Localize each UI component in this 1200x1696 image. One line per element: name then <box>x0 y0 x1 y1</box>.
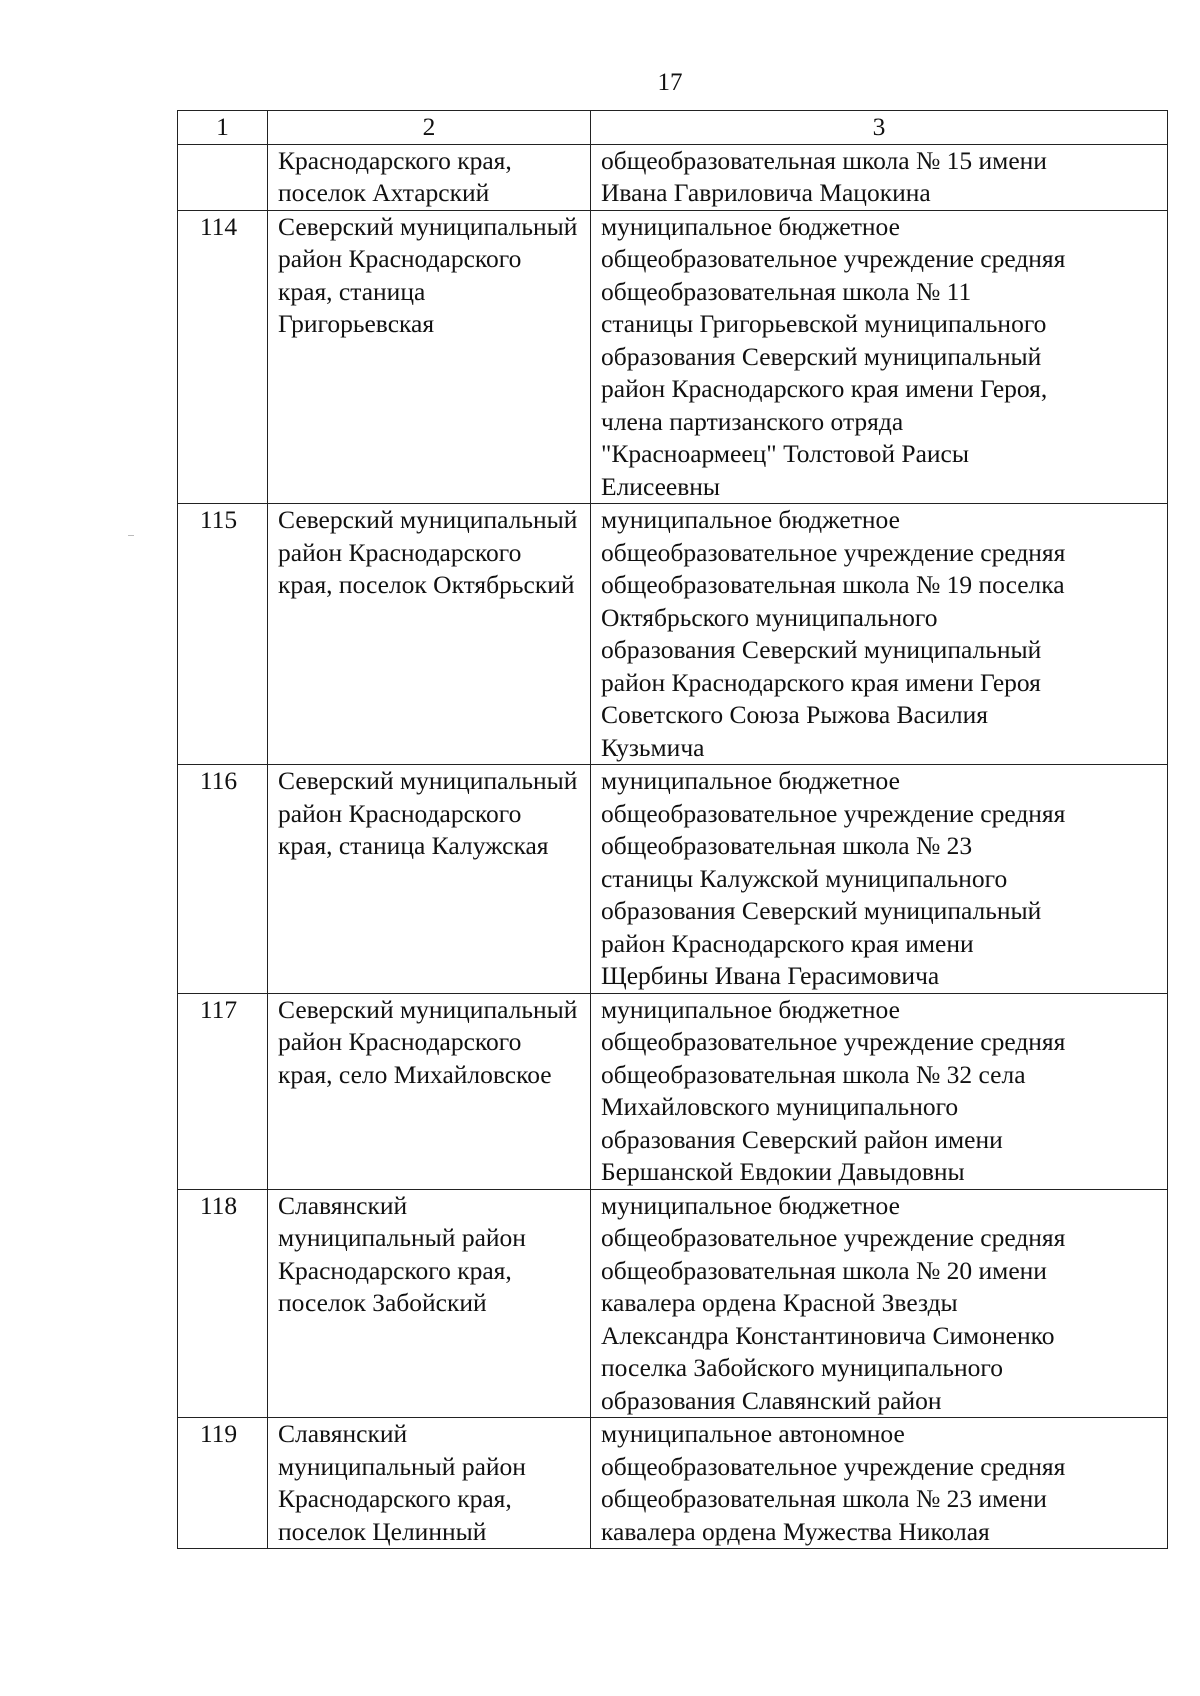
table-row <box>178 765 1168 994</box>
school-line: район Краснодарского края имени Героя <box>601 667 1041 697</box>
row-number-cell: 114 <box>178 210 268 504</box>
school-line: станицы Григорьевской муниципального <box>601 309 1047 338</box>
location-cell <box>268 504 591 765</box>
location-cell <box>268 993 591 1189</box>
table-row <box>178 504 1168 765</box>
school-line: поселка Забойского муниципального <box>601 1353 1003 1382</box>
school-line: общеобразовательная школа № 11 <box>601 276 972 306</box>
school-line: образования Северский муниципальный <box>601 635 1042 664</box>
school-cell <box>591 993 1168 1189</box>
location-line: Григорьевская <box>278 309 435 338</box>
school-line: муниципальное бюджетное <box>601 1190 900 1220</box>
row-number-cell: 118 <box>178 1189 268 1418</box>
school-line: образования Славянский район <box>601 1385 942 1415</box>
school-cell <box>591 1418 1168 1549</box>
location-cell <box>268 765 591 994</box>
location-line: район Краснодарского <box>278 1027 522 1056</box>
school-line: образования Северский муниципальный <box>601 896 1042 925</box>
location-line: Краснодарского края, <box>278 1255 512 1285</box>
school-line: Кузьмича <box>601 732 705 762</box>
table-row <box>178 210 1168 504</box>
location-cell <box>268 1189 591 1418</box>
row-number-cell: 119 <box>178 1418 268 1549</box>
location-line: Славянский <box>278 1419 408 1448</box>
school-cell <box>591 1189 1168 1418</box>
location-line: муниципальный район <box>278 1451 526 1481</box>
school-line: общеобразовательная школа № 19 поселка <box>601 570 1065 599</box>
school-line: муниципальное бюджетное <box>601 994 900 1024</box>
location-line: Славянский <box>278 1190 408 1220</box>
school-line: муниципальное бюджетное <box>601 505 900 534</box>
school-line: Ивана Гавриловича Мацокина <box>601 178 931 207</box>
location-line: муниципальный район <box>278 1223 526 1252</box>
row-number-cell <box>178 144 268 210</box>
school-line: муниципальное бюджетное <box>601 766 900 795</box>
location-line: район Краснодарского <box>278 244 522 273</box>
location-line: поселок Целинный <box>278 1516 487 1546</box>
location-line: Краснодарского края, <box>278 145 512 175</box>
table-row <box>178 993 1168 1189</box>
school-line: члена партизанского отряда <box>601 406 904 436</box>
school-line: общеобразовательное учреждение средняя <box>601 1027 1066 1056</box>
location-line: поселок Ахтарский <box>278 178 490 207</box>
row-number-cell: 116 <box>178 765 268 994</box>
table-header-row <box>178 111 1168 145</box>
table-body <box>178 111 1168 1549</box>
school-line: Михайловского муниципального <box>601 1092 959 1121</box>
school-cell <box>591 210 1168 504</box>
school-line: "Красноармеец" Толстовой Раисы <box>601 439 969 468</box>
school-cell <box>591 144 1168 210</box>
location-line: края, станица <box>278 276 426 306</box>
school-line: образования Северский район имени <box>601 1124 1003 1154</box>
school-line: общеобразовательная школа № 23 <box>601 831 973 860</box>
school-line: Октябрьского муниципального <box>601 602 938 632</box>
location-line: поселок Забойский <box>278 1288 487 1317</box>
location-line: район Краснодарского <box>278 798 522 828</box>
location-line: Северский муниципальный <box>278 994 578 1024</box>
row-number-cell: 117 <box>178 993 268 1189</box>
school-line: общеобразовательное учреждение средняя <box>601 1223 1066 1252</box>
school-line: Елисеевны <box>601 471 721 501</box>
location-line: Северский муниципальный <box>278 211 578 241</box>
school-line: Советского Союза Рыжова Василия <box>601 700 988 729</box>
school-line: муниципальное бюджетное <box>601 211 900 241</box>
table-row <box>178 1189 1168 1418</box>
location-cell <box>268 210 591 504</box>
location-line: Краснодарского края, <box>278 1484 512 1513</box>
school-line: общеобразовательная школа № 32 села <box>601 1059 1026 1089</box>
location-line: края, поселок Октябрьский <box>278 570 575 599</box>
school-line: кавалера ордена Мужества Николая <box>601 1516 990 1546</box>
table-row <box>178 144 1168 210</box>
institutions-table <box>177 110 1168 1549</box>
header-cell-1: 1 <box>178 111 268 145</box>
school-line: образования Северский муниципальный <box>601 341 1042 371</box>
header-cell-2: 2 <box>268 111 591 145</box>
school-line: район Краснодарского края имени Героя, <box>601 374 1048 403</box>
school-line: общеобразовательная школа № 15 имени <box>601 145 1047 175</box>
page-number: 17 <box>657 69 683 96</box>
school-line: общеобразовательное учреждение средняя <box>601 537 1066 567</box>
school-line: общеобразовательная школа № 20 имени <box>601 1255 1047 1285</box>
school-cell <box>591 504 1168 765</box>
school-line: общеобразовательное учреждение средняя <box>601 1451 1066 1481</box>
location-cell <box>268 1418 591 1549</box>
table-row <box>178 1418 1168 1549</box>
school-line: станицы Калужской муниципального <box>601 863 1008 893</box>
school-line: общеобразовательная школа № 23 имени <box>601 1484 1047 1513</box>
location-line: края, станица Калужская <box>278 831 549 860</box>
location-line: район Краснодарского <box>278 537 522 567</box>
school-line: общеобразовательное учреждение средняя <box>601 798 1066 828</box>
school-line: кавалера ордена Красной Звезды <box>601 1288 958 1317</box>
school-line: Александра Константиновича Симоненко <box>601 1320 1055 1350</box>
location-cell <box>268 144 591 210</box>
margin-mark <box>128 535 134 536</box>
school-line: район Краснодарского края имени <box>601 928 974 958</box>
school-line: Щербины Ивана Герасимовича <box>601 961 940 990</box>
location-line: Северский муниципальный <box>278 766 578 795</box>
location-line: Северский муниципальный <box>278 505 578 534</box>
school-cell <box>591 765 1168 994</box>
location-line: края, село Михайловское <box>278 1059 552 1089</box>
school-line: муниципальное автономное <box>601 1419 905 1448</box>
row-number-cell: 115 <box>178 504 268 765</box>
school-line: общеобразовательное учреждение средняя <box>601 244 1066 273</box>
header-cell-3: 3 <box>591 111 1168 145</box>
school-line: Бершанской Евдокии Давыдовны <box>601 1157 965 1186</box>
